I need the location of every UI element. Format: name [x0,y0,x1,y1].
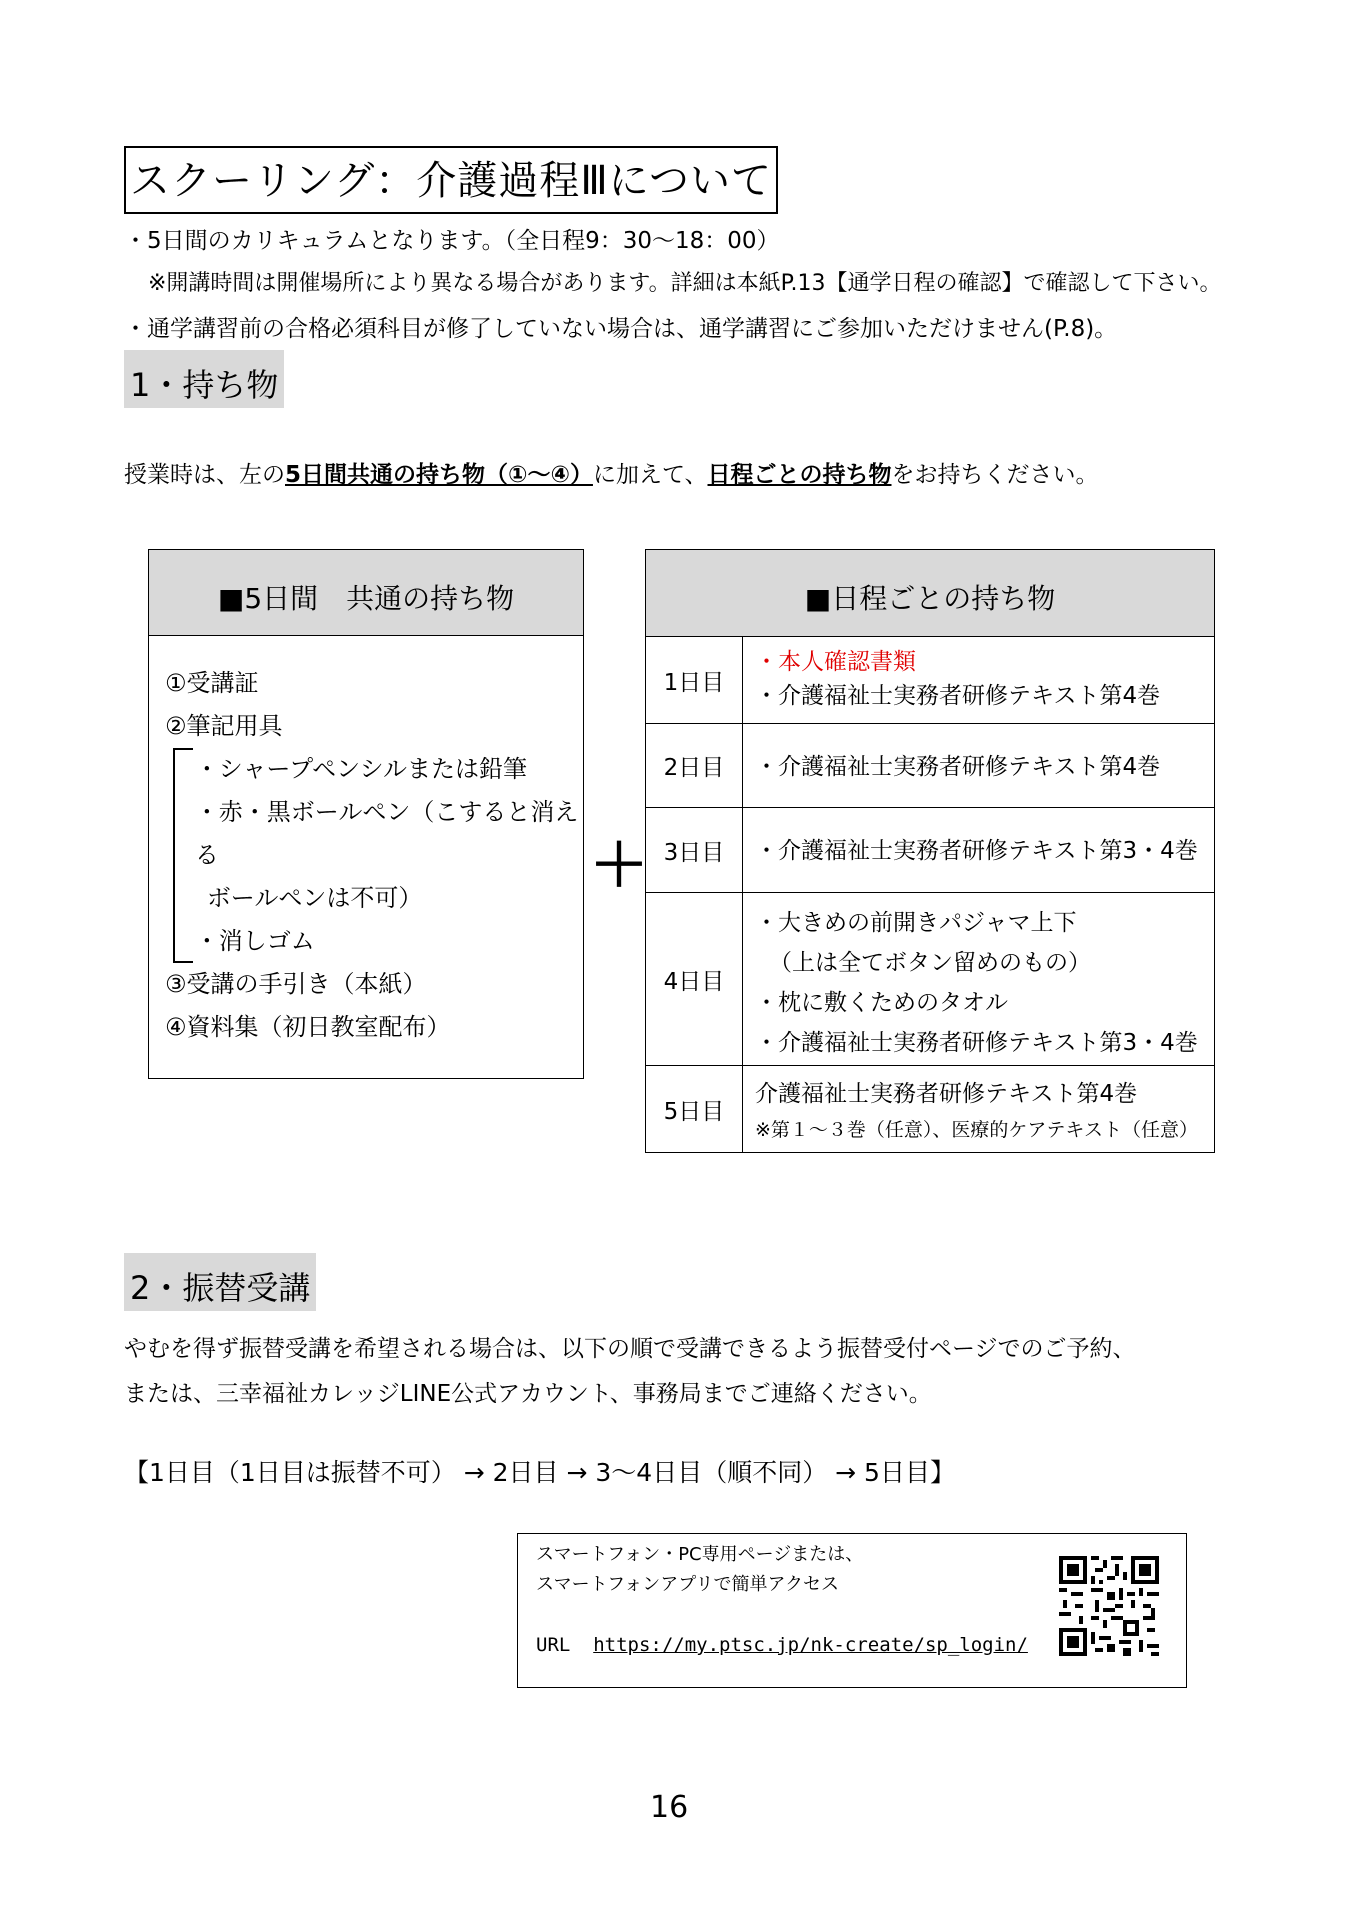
day-label: 5日目 [646,1066,743,1152]
list-item: ・介護福祉士実務者研修テキスト第3・4巻 [755,838,1198,864]
table-row [646,808,1214,893]
list-item: 介護福祉士実務者研修テキスト第4巻 [755,1081,1138,1107]
section-heading-transfer: 2・振替受講 [124,1253,316,1311]
bracket-line [173,748,193,963]
lead-text-c: に加えて、 [592,462,708,488]
access-line-1: スマートフォン・PC専用ページまたは、 [536,1544,864,1565]
list-item: ・枕に敷くためのタオル [755,990,1008,1016]
day-label: 4日目 [646,893,743,1065]
intro-line-3: ・通学講習前の合格必須科目が修了していない場合は、通学講習にご参加いただけません(P.8)。 [124,316,1118,342]
plus-sign: ＋ [590,831,649,899]
common-item-3: ③受講の手引き（本紙） [165,970,427,998]
list-item: ・本人確認書類 [755,649,916,675]
lead-text-a: 授業時は、左の [124,462,285,488]
list-item: ・大きめの前開きパジャマ上下 [755,910,1077,936]
common-belongings-box [148,549,584,1079]
transfer-order: 【1日目（1日目は振替不可） → 2日目 → 3～4日目（順不同） → 5日目】 [124,1458,955,1487]
section-heading-belongings: 1・持ち物 [124,350,284,408]
qr-code-icon[interactable] [1059,1556,1159,1656]
page-number: 16 [650,1790,689,1825]
table-row [646,1066,1214,1152]
common-item-4: ④資料集（初日教室配布） [165,1013,451,1041]
common-item-2: ②筆記用具 [165,712,283,740]
common-sub-item-3: ・消しゴム [194,927,315,955]
day-label: 1日目 [646,637,743,723]
intro-line-2: ※開講時間は開催場所により異なる場合があります。詳細は本紙P.13【通学日程の確認】で確認して下さい。 [148,271,1222,296]
page-title-text: スクーリング：介護過程Ⅲについて [130,158,772,204]
intro-line-1: ・5日間のカリキュラムとなります。（全日程9：30～18：00） [124,228,780,254]
table-row [646,637,1214,724]
common-belongings-header: ■5日間 共通の持ち物 [149,550,583,636]
url-row [536,1634,1028,1656]
lead-text-common: 5日間共通の持ち物（①～④） [285,462,593,488]
url-label: URL [536,1634,571,1656]
list-item: ・介護福祉士実務者研修テキスト第4巻 [755,753,1161,780]
common-item-1: ①受講証 [165,669,259,697]
list-item: （上は全てボタン留めのもの） [769,950,1091,976]
common-sub-item-2b: ボールペンは不可） [206,884,423,912]
day-label: 2日目 [646,724,743,807]
day-label: 3日目 [646,808,743,892]
lead-text-e: をお持ちください。 [891,462,1099,488]
daily-belongings-table [645,549,1215,1153]
access-line-2: スマートフォンアプリで簡単アクセス [536,1574,839,1595]
common-sub-item-1: ・シャープペンシルまたは鉛筆 [194,755,527,783]
table-row [646,724,1214,808]
page-title [124,146,778,214]
common-belongings-list [149,636,583,1049]
table-row [646,893,1214,1066]
transfer-paragraph-2: または、三幸福祉カレッジLINE公式アカウント、事務局までご連絡ください。 [124,1381,932,1407]
list-item: ・介護福祉士実務者研修テキスト第3・4巻 [755,1030,1198,1056]
list-item: ・介護福祉士実務者研修テキスト第4巻 [755,683,1161,709]
daily-belongings-header: ■日程ごとの持ち物 [646,550,1214,637]
transfer-paragraph-1: やむを得ず振替受講を希望される場合は、以下の順で受講できるよう振替受付ページでのご予約、 [124,1336,1136,1362]
common-sub-item-2a: ・赤・黒ボールペン（こすると消える [194,798,579,869]
lead-text-daily: 日程ごとの持ち物 [707,462,892,488]
writing-tools-group [165,748,583,963]
login-url-link[interactable]: https://my.ptsc.jp/nk-create/sp_login/ [593,1634,1028,1656]
list-item: ※第１～３巻（任意）、医療的ケアテキスト（任意） [755,1119,1199,1141]
access-info-box [517,1533,1187,1688]
belongings-lead [124,456,1099,489]
